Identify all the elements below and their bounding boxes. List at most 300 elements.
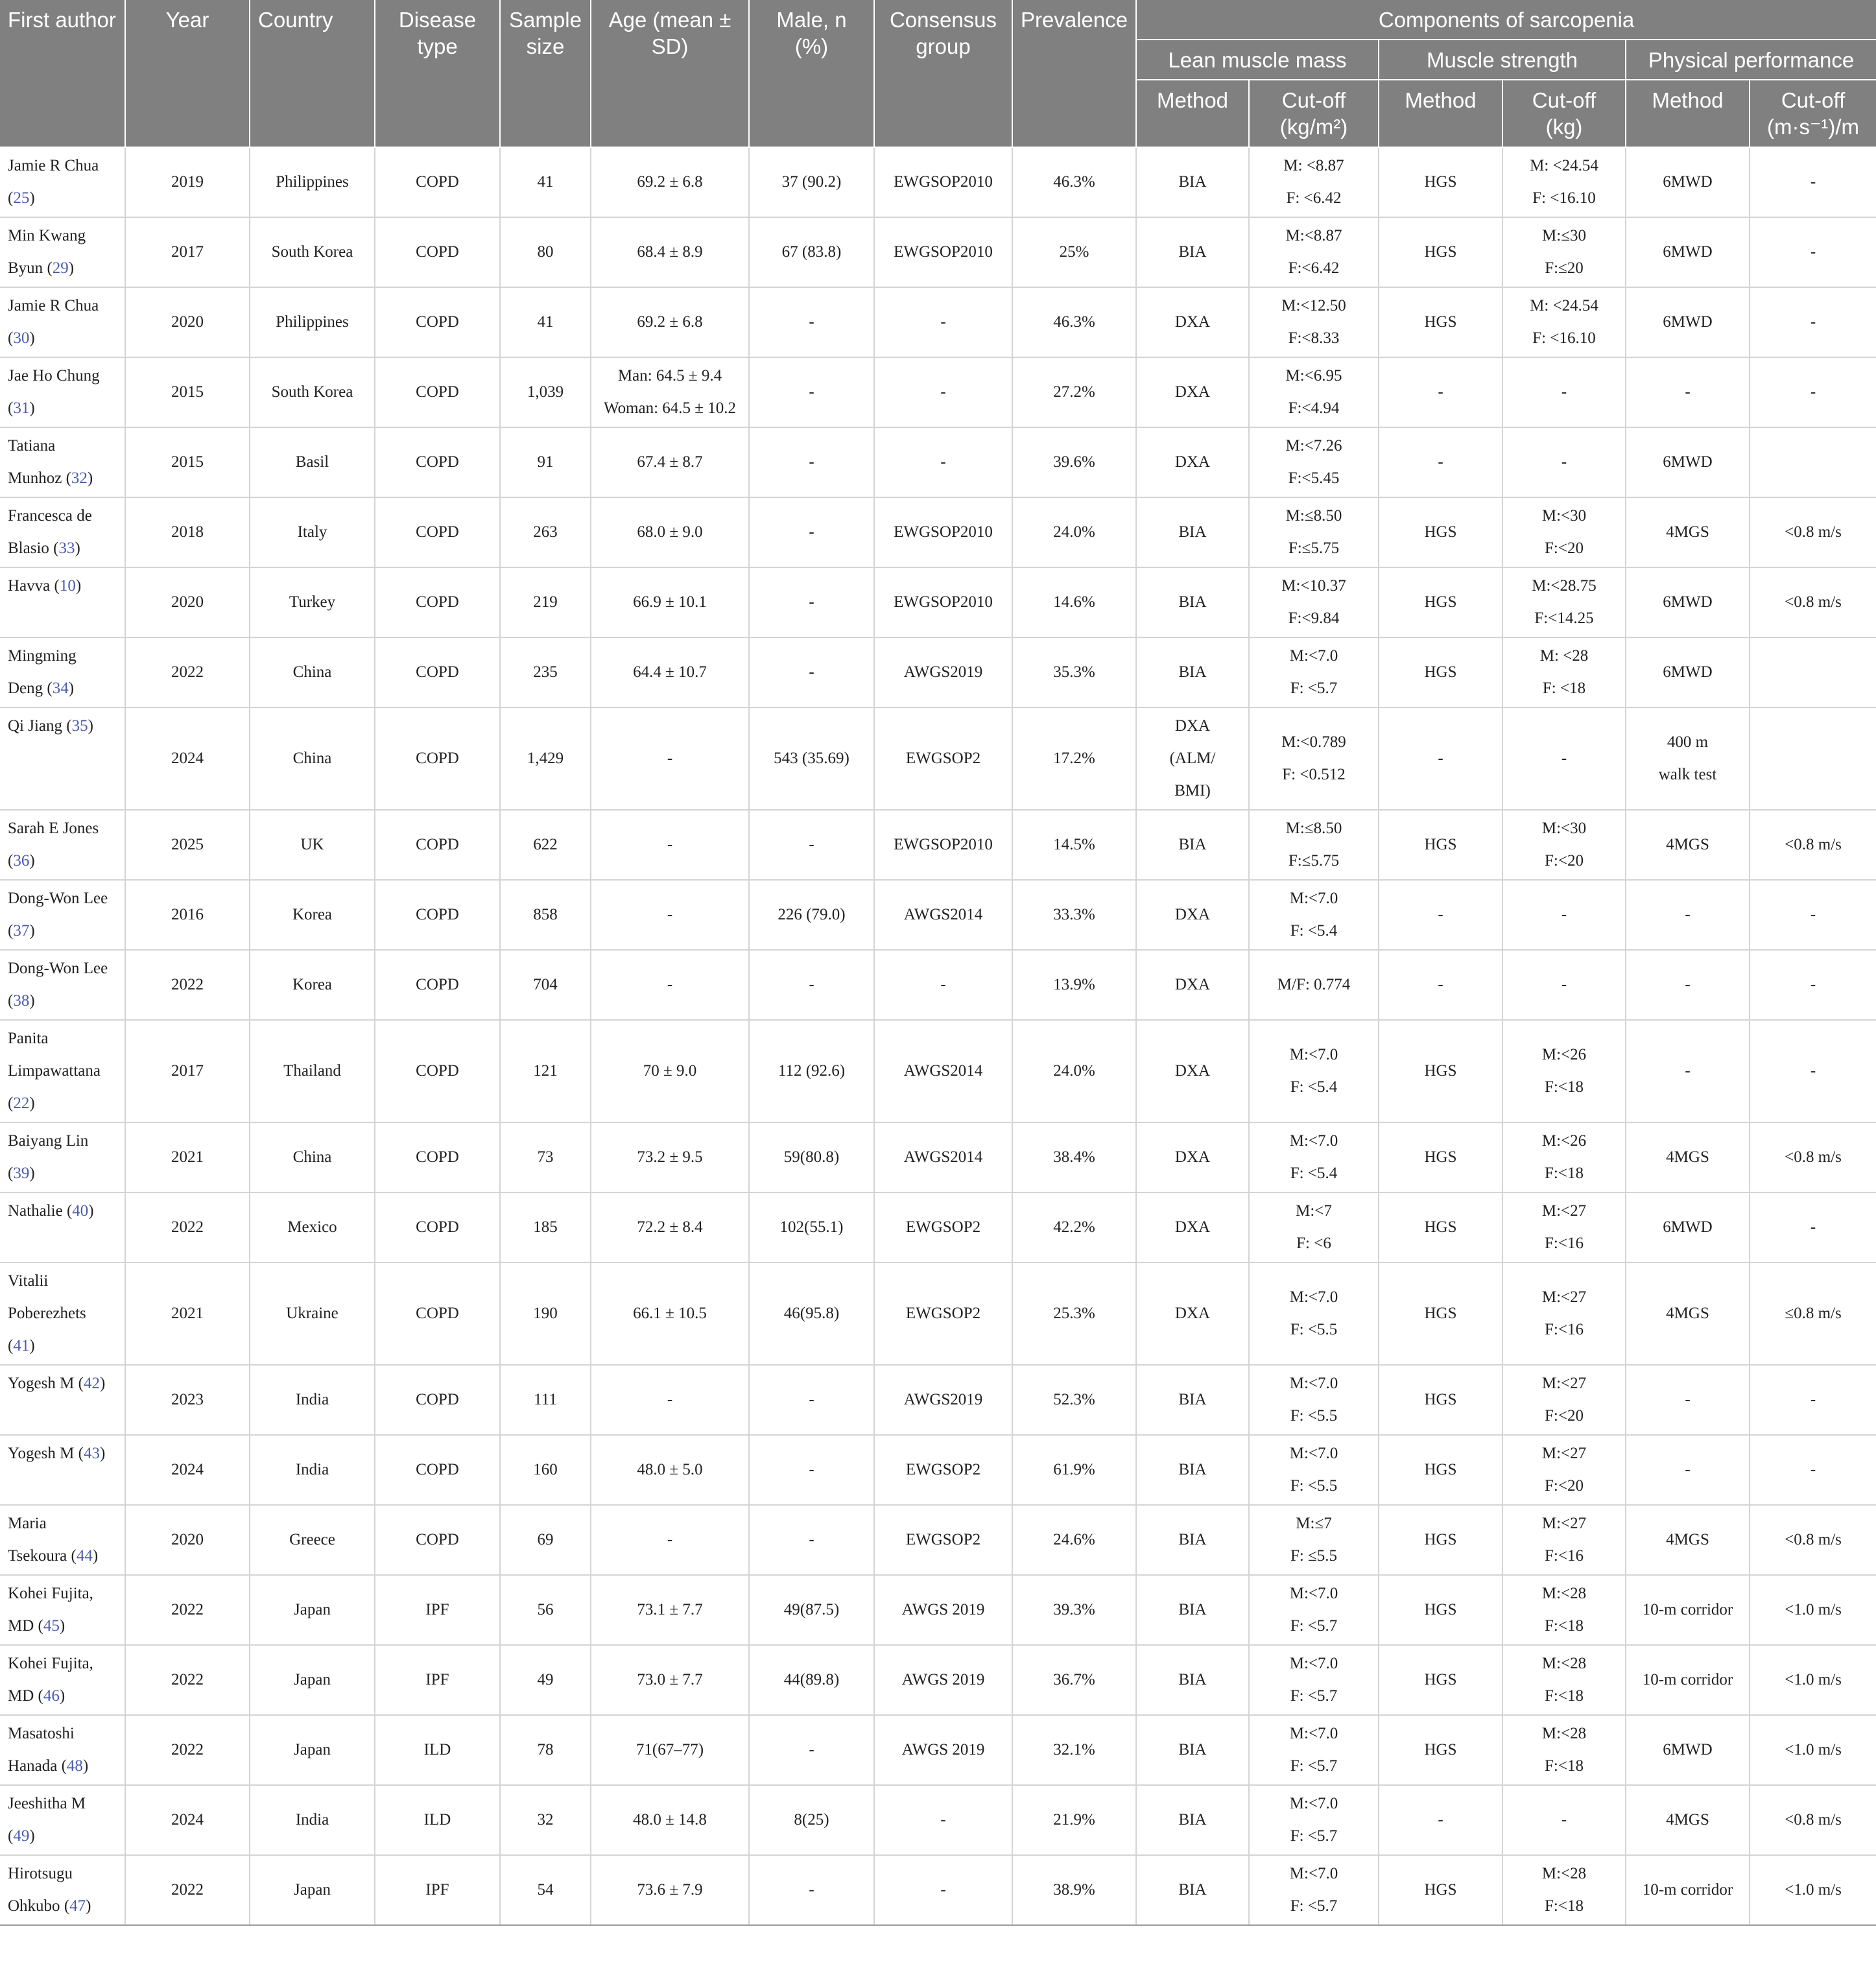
cell-lean-cutoff — [1249, 1192, 1379, 1262]
cell-strength-cutoff — [1502, 707, 1626, 810]
citation-link[interactable]: 39 — [13, 1165, 30, 1182]
author-line: Hanada (48) — [8, 1757, 89, 1775]
citation-link[interactable]: 37 — [13, 922, 30, 940]
cell-lean-method-line: BIA — [1178, 1671, 1207, 1688]
cell-first-author — [0, 1192, 125, 1262]
citation-link[interactable]: 32 — [71, 469, 88, 487]
cell-male: 543 (35.69) — [749, 707, 874, 810]
cell-strength-method: HGS — [1379, 1855, 1502, 1925]
cell-country: Japan — [250, 1715, 375, 1785]
author-line: Sarah E Jones (36) — [8, 820, 99, 870]
citation-link[interactable]: 48 — [66, 1757, 83, 1775]
cell-age-line: - — [667, 750, 673, 767]
cell-age — [591, 147, 749, 217]
cell-strength-cutoff-line: F:<16 — [1545, 1321, 1584, 1338]
cell-strength-method: HGS — [1379, 1435, 1502, 1505]
cell-lean-cutoff — [1249, 287, 1379, 357]
cell-age-line: 73.1 ± 7.7 — [637, 1601, 703, 1618]
cell-strength-cutoff-line: F:<20 — [1545, 852, 1584, 870]
citation-link[interactable]: 38 — [13, 992, 30, 1010]
cell-year: 2015 — [125, 427, 250, 497]
cell-performance-method — [1626, 1575, 1750, 1645]
cell-consensus-group: EWGSOP2 — [874, 1505, 1012, 1575]
citation-link[interactable]: 42 — [83, 1375, 100, 1392]
cell-lean-cutoff — [1249, 147, 1379, 217]
cell-strength-cutoff-line: - — [1561, 383, 1567, 401]
cell-prevalence: 25% — [1012, 217, 1136, 287]
cell-country: Thailand — [250, 1020, 375, 1122]
cell-lean-method-line: DXA — [1174, 1062, 1211, 1080]
cell-performance-method — [1626, 950, 1750, 1020]
citation-link[interactable]: 36 — [13, 852, 30, 870]
cell-country: China — [250, 1122, 375, 1192]
cell-strength-cutoff-line: M: <24.54 — [1530, 157, 1598, 174]
cell-lean-method — [1136, 1122, 1249, 1192]
cell-sample-size: 78 — [500, 1715, 591, 1785]
cell-performance-method — [1626, 1262, 1750, 1365]
cell-prevalence: 46.3% — [1012, 287, 1136, 357]
cell-performance-cutoff: ≤0.8 m/s — [1750, 1262, 1876, 1365]
cell-lean-method-line: BIA — [1178, 1881, 1207, 1899]
cell-lean-cutoff — [1249, 497, 1379, 567]
cell-lean-cutoff — [1249, 950, 1379, 1020]
cell-prevalence: 25.3% — [1012, 1262, 1136, 1365]
cell-male: - — [749, 1715, 874, 1785]
cell-prevalence: 14.5% — [1012, 810, 1136, 880]
cell-lean-cutoff-line: F: <5.4 — [1290, 922, 1338, 940]
author-name-text: Hanada — [8, 1757, 58, 1775]
author-line: Havva (10) — [8, 577, 82, 595]
cell-lean-method — [1136, 1262, 1249, 1365]
cell-age-line: Woman: 64.5 ± 10.2 — [603, 399, 737, 417]
header-muscle-strength: Muscle strength — [1379, 40, 1626, 80]
cell-first-author — [0, 1855, 125, 1925]
cell-strength-method: - — [1379, 950, 1502, 1020]
cell-year: 2024 — [125, 707, 250, 810]
cell-performance-cutoff: - — [1750, 1020, 1876, 1122]
cell-performance-cutoff: <0.8 m/s — [1750, 1785, 1876, 1855]
cell-strength-cutoff-line: - — [1561, 453, 1567, 471]
cell-strength-cutoff-line: M:<28 — [1541, 1865, 1587, 1882]
cell-year: 2018 — [125, 497, 250, 567]
cell-strength-cutoff-line: F:<16 — [1545, 1547, 1584, 1565]
cell-consensus-group: EWGSOP2010 — [874, 497, 1012, 567]
cell-disease-type: COPD — [375, 1365, 500, 1435]
cell-age-line: - — [667, 976, 673, 993]
cell-first-author — [0, 1122, 125, 1192]
cell-consensus-group: - — [874, 287, 1012, 357]
cell-performance-method — [1626, 1192, 1750, 1262]
table-row — [0, 880, 1876, 950]
cell-strength-method: HGS — [1379, 287, 1502, 357]
cell-lean-method-line: DXA — [1174, 976, 1211, 993]
cell-performance-method-line: 6MWD — [1663, 243, 1713, 261]
cell-strength-cutoff-line: M: <28 — [1539, 647, 1589, 665]
author-name-text: Min Kwang — [8, 227, 86, 244]
cell-age-line: 69.2 ± 6.8 — [637, 173, 703, 191]
author-name-text: Tsekoura — [8, 1547, 67, 1565]
cell-disease-type: COPD — [375, 1020, 500, 1122]
cell-year: 2022 — [125, 950, 250, 1020]
cell-age-line: 73.2 ± 9.5 — [637, 1148, 703, 1166]
cell-year: 2015 — [125, 357, 250, 427]
author-line: Jae Ho Chung (31) — [8, 367, 100, 417]
table-row — [0, 637, 1876, 707]
cell-performance-cutoff: <0.8 m/s — [1750, 497, 1876, 567]
citation-link[interactable]: 35 — [71, 717, 88, 735]
cell-strength-method: - — [1379, 357, 1502, 427]
cell-consensus-group: EWGSOP2 — [874, 1435, 1012, 1505]
cell-male: 112 (92.6) — [749, 1020, 874, 1122]
cell-lean-cutoff-line: M:<7.0 — [1289, 890, 1338, 907]
cell-strength-cutoff-line: M:<27 — [1541, 1445, 1587, 1462]
cell-performance-method-line: 6MWD — [1663, 1741, 1713, 1758]
cell-performance-method-line: - — [1685, 976, 1691, 993]
cell-disease-type: COPD — [375, 1505, 500, 1575]
cell-strength-cutoff — [1502, 1262, 1626, 1365]
cell-prevalence: 24.6% — [1012, 1505, 1136, 1575]
author-line: Dong-Won Lee (37) — [8, 890, 108, 940]
cell-disease-type: IPF — [375, 1575, 500, 1645]
cell-strength-cutoff-line: F:<18 — [1545, 1617, 1584, 1635]
cell-performance-method — [1626, 1715, 1750, 1785]
cell-strength-cutoff-line: - — [1561, 906, 1567, 923]
cell-country: India — [250, 1435, 375, 1505]
cell-lean-cutoff — [1249, 357, 1379, 427]
cell-lean-method-line: DXA — [1174, 1305, 1211, 1322]
cell-performance-cutoff: - — [1750, 950, 1876, 1020]
cell-lean-cutoff-line: F: <5.7 — [1290, 1687, 1338, 1705]
author-line — [8, 220, 117, 252]
cell-consensus-group: - — [874, 357, 1012, 427]
cell-lean-method — [1136, 1575, 1249, 1645]
author-line — [8, 1265, 117, 1297]
cell-sample-size: 73 — [500, 1122, 591, 1192]
cell-lean-method-line: DXA — [1174, 383, 1211, 401]
table-row — [0, 1192, 1876, 1262]
author-name-text: Dong-Won Lee — [8, 960, 108, 977]
cell-performance-method — [1626, 287, 1750, 357]
citation-link[interactable]: 45 — [43, 1617, 60, 1635]
cell-age — [591, 1122, 749, 1192]
cell-male: 46(95.8) — [749, 1262, 874, 1365]
cell-lean-cutoff-line: F: <5.7 — [1290, 1827, 1338, 1845]
cell-lean-cutoff-line: F:≤5.75 — [1288, 852, 1340, 870]
cell-prevalence: 24.0% — [1012, 1020, 1136, 1122]
citation-link[interactable]: 41 — [13, 1337, 30, 1355]
cell-lean-method — [1136, 567, 1249, 637]
author-name-text: Yogesh M — [8, 1375, 75, 1392]
cell-strength-method: HGS — [1379, 1192, 1502, 1262]
cell-lean-cutoff — [1249, 880, 1379, 950]
cell-strength-cutoff-line: M:<27 — [1541, 1202, 1587, 1220]
cell-lean-method — [1136, 1645, 1249, 1715]
cell-strength-method: - — [1379, 880, 1502, 950]
cell-consensus-group: EWGSOP2 — [874, 1192, 1012, 1262]
table-row — [0, 1855, 1876, 1925]
cell-performance-method-line: 6MWD — [1663, 593, 1713, 611]
cell-lean-cutoff-line: F:<8.33 — [1288, 329, 1340, 347]
cell-first-author — [0, 427, 125, 497]
cell-disease-type: COPD — [375, 217, 500, 287]
cell-consensus-group: AWGS 2019 — [874, 1715, 1012, 1785]
table-row — [0, 497, 1876, 567]
author-line — [8, 1648, 117, 1680]
cell-consensus-group: EWGSOP2010 — [874, 567, 1012, 637]
cell-age — [591, 810, 749, 880]
cell-disease-type: COPD — [375, 1435, 500, 1505]
citation-link[interactable]: 43 — [83, 1445, 100, 1462]
cell-year: 2020 — [125, 287, 250, 357]
cell-sample-size: 263 — [500, 497, 591, 567]
cell-performance-method — [1626, 1365, 1750, 1435]
cell-lean-cutoff — [1249, 810, 1379, 880]
cell-lean-method — [1136, 1715, 1249, 1785]
cell-lean-cutoff-line: M/F: 0.774 — [1277, 976, 1351, 993]
cell-prevalence: 32.1% — [1012, 1715, 1136, 1785]
cell-strength-cutoff-line: M:<30 — [1541, 507, 1587, 525]
cell-strength-method: - — [1379, 427, 1502, 497]
cell-performance-cutoff: - — [1750, 1435, 1876, 1505]
table-row — [0, 567, 1876, 637]
cell-performance-cutoff: - — [1750, 880, 1876, 950]
author-line — [8, 430, 117, 462]
cell-prevalence: 52.3% — [1012, 1365, 1136, 1435]
citation-link[interactable]: 49 — [13, 1827, 30, 1845]
author-line: Jeeshitha M (49) — [8, 1795, 86, 1845]
cell-prevalence: 61.9% — [1012, 1435, 1136, 1505]
cell-consensus-group: AWGS2014 — [874, 880, 1012, 950]
cell-age-line: 48.0 ± 14.8 — [633, 1811, 707, 1829]
cell-strength-cutoff — [1502, 1785, 1626, 1855]
cell-age-line: 73.6 ± 7.9 — [637, 1881, 703, 1899]
cell-lean-method-line: BIA — [1178, 1391, 1207, 1408]
cell-sample-size: 121 — [500, 1020, 591, 1122]
cell-strength-method: HGS — [1379, 147, 1502, 217]
cell-lean-cutoff-line: M:<12.50 — [1281, 297, 1346, 314]
cell-male: - — [749, 637, 874, 707]
author-line — [8, 1718, 117, 1750]
citation-link[interactable]: 31 — [13, 399, 30, 417]
cell-lean-cutoff-line: M:<7.26 — [1285, 437, 1342, 455]
cell-strength-cutoff-line: - — [1561, 750, 1567, 767]
cell-prevalence: 27.2% — [1012, 357, 1136, 427]
cell-lean-cutoff-line: M:<7.0 — [1289, 1655, 1338, 1672]
cell-performance-method — [1626, 1645, 1750, 1715]
cell-performance-method-line: 10-m corridor — [1642, 1601, 1733, 1618]
cell-strength-cutoff — [1502, 810, 1626, 880]
author-line: Poberezhets (41) — [8, 1305, 86, 1355]
cell-strength-cutoff-line: F:≤20 — [1545, 259, 1584, 277]
cell-lean-method — [1136, 217, 1249, 287]
cell-consensus-group: EWGSOP2010 — [874, 217, 1012, 287]
cell-lean-cutoff-line: F: <0.512 — [1282, 766, 1346, 783]
author-line: Deng (34) — [8, 680, 75, 697]
cell-strength-cutoff-line: F:<16 — [1545, 1235, 1584, 1252]
cell-male: 8(25) — [749, 1785, 874, 1855]
cell-consensus-group: - — [874, 950, 1012, 1020]
cell-consensus-group: - — [874, 1785, 1012, 1855]
cell-performance-cutoff: - — [1750, 1365, 1876, 1435]
cell-strength-cutoff — [1502, 950, 1626, 1020]
cell-year: 2020 — [125, 567, 250, 637]
cell-male: - — [749, 1855, 874, 1925]
author-line — [8, 1023, 117, 1055]
author-name-text: Hirotsugu — [8, 1865, 73, 1882]
cell-consensus-group: AWGS2014 — [874, 1020, 1012, 1122]
author-line: Qi Jiang (35) — [8, 717, 93, 735]
cell-performance-method — [1626, 357, 1750, 427]
cell-lean-method-line: DXA — [1174, 453, 1211, 471]
cell-age-line: 66.9 ± 10.1 — [633, 593, 707, 611]
cell-disease-type: ILD — [375, 1715, 500, 1785]
cell-performance-method — [1626, 1505, 1750, 1575]
cell-year: 2022 — [125, 1715, 250, 1785]
header-year: Year — [125, 0, 250, 147]
cell-male: - — [749, 427, 874, 497]
cell-country: Philippines — [250, 147, 375, 217]
cell-strength-cutoff-line: M:<26 — [1541, 1046, 1587, 1063]
cell-lean-method — [1136, 1855, 1249, 1925]
cell-male: 67 (83.8) — [749, 217, 874, 287]
cell-lean-cutoff-line: F: <5.7 — [1290, 1617, 1338, 1635]
citation-link[interactable]: 29 — [52, 259, 69, 277]
author-line: Jamie R Chua (25) — [8, 157, 99, 207]
citation-link[interactable]: 47 — [69, 1897, 86, 1915]
cell-male: 102(55.1) — [749, 1192, 874, 1262]
cell-lean-method-line: BIA — [1178, 836, 1207, 853]
cell-strength-cutoff-line: M:<28 — [1541, 1655, 1587, 1672]
cell-year: 2022 — [125, 1645, 250, 1715]
cell-strength-method: HGS — [1379, 1122, 1502, 1192]
cell-year: 2019 — [125, 147, 250, 217]
author-name-text: Qi Jiang — [8, 717, 63, 735]
citation-link[interactable]: 25 — [13, 189, 30, 207]
cell-lean-method-line: BIA — [1178, 663, 1207, 681]
cell-age-line: 72.2 ± 8.4 — [637, 1218, 703, 1236]
header-performance-cutoff: Cut-off (m·s⁻¹)/m — [1750, 80, 1876, 147]
cell-first-author — [0, 567, 125, 637]
citation-link[interactable]: 22 — [13, 1095, 30, 1112]
cell-disease-type: COPD — [375, 1262, 500, 1365]
cell-year: 2021 — [125, 1262, 250, 1365]
citation-link[interactable]: 33 — [58, 539, 75, 557]
cell-prevalence: 39.3% — [1012, 1575, 1136, 1645]
citation-link[interactable]: 30 — [13, 329, 30, 347]
cell-disease-type: ILD — [375, 1785, 500, 1855]
cell-first-author — [0, 880, 125, 950]
cell-prevalence: 33.3% — [1012, 880, 1136, 950]
author-name-text: Vitalii — [8, 1272, 49, 1290]
cell-age — [591, 1435, 749, 1505]
author-line: Blasio (33) — [8, 539, 80, 557]
cell-lean-cutoff-line: M:<8.87 — [1285, 227, 1342, 244]
cell-age — [591, 287, 749, 357]
cell-lean-cutoff-line: M:<7 — [1296, 1202, 1332, 1220]
cell-strength-cutoff — [1502, 1855, 1626, 1925]
cell-lean-cutoff — [1249, 637, 1379, 707]
cell-first-author — [0, 1435, 125, 1505]
cell-lean-method — [1136, 427, 1249, 497]
author-line: Yogesh M (43) — [8, 1445, 106, 1462]
cell-strength-cutoff-line: M:<27 — [1541, 1515, 1587, 1532]
cell-strength-cutoff-line: F:<14.25 — [1534, 610, 1594, 627]
cell-age — [591, 1020, 749, 1122]
citation-link[interactable]: 44 — [76, 1547, 93, 1565]
cell-disease-type: IPF — [375, 1645, 500, 1715]
cell-lean-cutoff — [1249, 1785, 1379, 1855]
cell-year: 2017 — [125, 1020, 250, 1122]
header-lean-method: Method — [1136, 80, 1249, 147]
author-name-text: Kohei Fujita, — [8, 1585, 93, 1602]
cell-consensus-group: AWGS2019 — [874, 637, 1012, 707]
cell-disease-type: IPF — [375, 1855, 500, 1925]
cell-lean-method-line: BIA — [1178, 1811, 1207, 1829]
cell-sample-size: 41 — [500, 287, 591, 357]
cell-lean-cutoff — [1249, 1020, 1379, 1122]
cell-first-author — [0, 497, 125, 567]
cell-country: South Korea — [250, 357, 375, 427]
cell-performance-method-line: 4MGS — [1666, 523, 1709, 541]
cell-age — [591, 1855, 749, 1925]
cell-prevalence: 46.3% — [1012, 147, 1136, 217]
cell-age — [591, 357, 749, 427]
cell-year: 2022 — [125, 1192, 250, 1262]
cell-performance-method-line: 4MGS — [1666, 1305, 1709, 1322]
cell-first-author — [0, 1715, 125, 1785]
cell-age-line: 48.0 ± 5.0 — [637, 1461, 703, 1478]
author-name-text: Deng — [8, 680, 43, 697]
cell-lean-cutoff-line: F:<9.84 — [1288, 610, 1340, 627]
citation-link[interactable]: 10 — [59, 577, 76, 595]
cell-strength-method: HGS — [1379, 1505, 1502, 1575]
cell-male: - — [749, 950, 874, 1020]
cell-consensus-group: AWGS2019 — [874, 1365, 1012, 1435]
cell-disease-type: COPD — [375, 880, 500, 950]
cell-male: 37 (90.2) — [749, 147, 874, 217]
cell-consensus-group: EWGSOP2010 — [874, 810, 1012, 880]
table-body — [0, 147, 1876, 1925]
cell-first-author — [0, 950, 125, 1020]
cell-strength-cutoff — [1502, 1435, 1626, 1505]
table-row — [0, 357, 1876, 427]
cell-lean-cutoff-line: F: <5.7 — [1290, 1897, 1338, 1915]
cell-performance-method — [1626, 567, 1750, 637]
cell-sample-size: 1,039 — [500, 357, 591, 427]
cell-first-author — [0, 1262, 125, 1365]
author-name-text: Dong-Won Lee — [8, 890, 108, 907]
citation-link[interactable]: 34 — [52, 680, 69, 697]
cell-performance-method-line: - — [1685, 1391, 1691, 1408]
cell-male: - — [749, 497, 874, 567]
cell-disease-type: COPD — [375, 287, 500, 357]
cell-year: 2024 — [125, 1435, 250, 1505]
author-name-text: Jeeshitha M — [8, 1795, 86, 1812]
cell-strength-method: - — [1379, 1785, 1502, 1855]
cell-prevalence: 38.9% — [1012, 1855, 1136, 1925]
author-line: Dong-Won Lee (38) — [8, 960, 108, 1010]
citation-link[interactable]: 40 — [72, 1202, 89, 1220]
cell-performance-cutoff: - — [1750, 357, 1876, 427]
cell-country: Greece — [250, 1505, 375, 1575]
cell-age — [591, 1262, 749, 1365]
citation-link[interactable]: 46 — [43, 1687, 60, 1705]
cell-sample-size: 111 — [500, 1365, 591, 1435]
cell-lean-cutoff-line: F: <5.5 — [1290, 1321, 1338, 1338]
cell-lean-cutoff-line: M:<7.0 — [1289, 1132, 1338, 1150]
cell-country: Italy — [250, 497, 375, 567]
header-consensus-group: Consensus group — [874, 0, 1012, 147]
